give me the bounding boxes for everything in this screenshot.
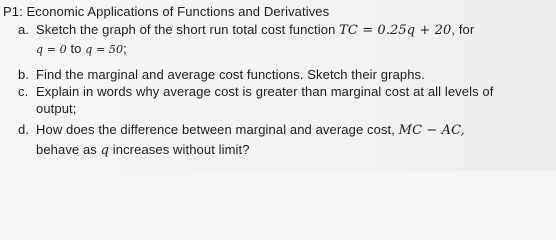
range-start: q = 0	[36, 43, 67, 56]
difference-formula: MC − AC,	[398, 123, 465, 138]
part-b-text: Find the marginal and average cost functions. Sketch their graphs.	[36, 67, 425, 82]
part-b	[18, 67, 425, 83]
variable-q: q	[100, 143, 110, 158]
part-a-range	[36, 41, 127, 58]
part-c	[18, 84, 493, 100]
part-a	[18, 22, 474, 39]
range-end: q = 50	[85, 43, 124, 56]
part-a-text-after: , for	[451, 22, 475, 37]
total-cost-formula: TC = 0.25q + 20	[339, 23, 452, 38]
part-d-text-line1: How does the difference between marginal and average cost,	[36, 122, 395, 137]
part-a-marker: a.	[18, 22, 30, 37]
part-d-text-line2: behave as	[36, 142, 97, 157]
part-d-text-end: increases without limit?	[112, 142, 250, 157]
part-d-marker: d.	[18, 122, 30, 137]
problem-heading: P1: Economic Applications of Functions and Derivatives	[3, 4, 330, 19]
part-d	[18, 122, 465, 139]
range-terminator: ;	[123, 41, 127, 56]
part-c-line2: output;	[36, 101, 77, 116]
part-c-text-line1: Explain in words why average cost is greater than marginal cost at all levels of	[36, 84, 494, 99]
range-word: to	[70, 41, 82, 56]
part-d-line2	[36, 142, 250, 159]
part-c-marker: c.	[18, 84, 29, 99]
part-b-marker: b.	[18, 67, 30, 82]
part-a-text: Sketch the graph of the short run total cost function	[36, 22, 336, 37]
